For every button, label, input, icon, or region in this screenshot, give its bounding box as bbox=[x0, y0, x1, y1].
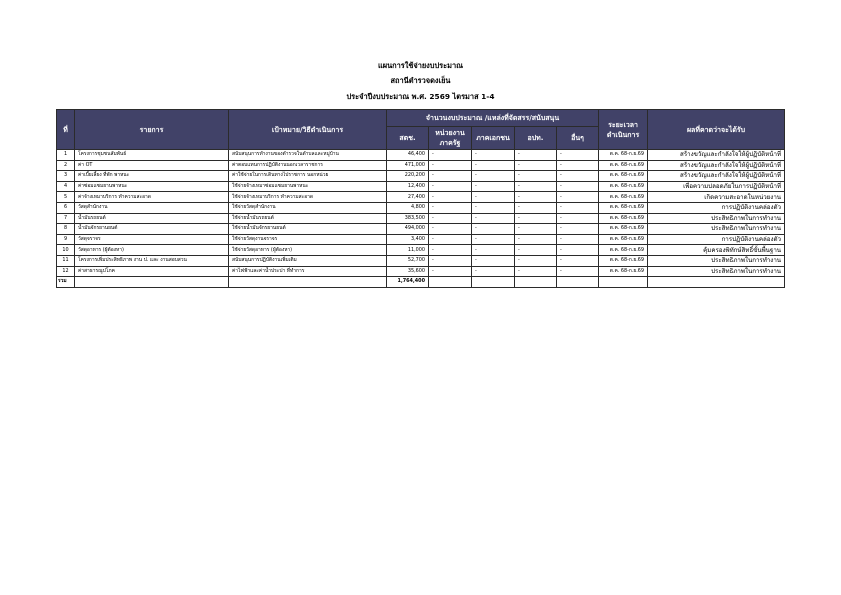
row-other: - bbox=[557, 160, 599, 171]
row-item: วัสดุอาหาร (ผู้ต้องหา) bbox=[75, 245, 229, 256]
table-row bbox=[57, 255, 785, 266]
table-row bbox=[57, 266, 785, 277]
row-target: ใช้จ่ายน้ำมันรถยนต์ bbox=[229, 213, 387, 224]
header-police: สตช. bbox=[387, 127, 429, 150]
row-police-amount: 12,400 bbox=[387, 181, 429, 192]
row-private: - bbox=[472, 181, 515, 192]
row-result: การปฏิบัติงานคล่องตัว bbox=[648, 234, 785, 245]
row-other: - bbox=[557, 255, 599, 266]
fiscal-year-heading: ประจำปีงบประมาณ พ.ศ. 2569 ไตรมาส 1-4 bbox=[346, 92, 495, 101]
row-target: สนับสนุนการทำงานของตำรวจในตำบลและหมู่บ้าน bbox=[229, 150, 387, 161]
row-other: - bbox=[557, 150, 599, 161]
row-period: ต.ค. 68-ก.ย.69 bbox=[599, 160, 648, 171]
row-item: วัสดุจราจร bbox=[75, 234, 229, 245]
row-lao: - bbox=[515, 245, 557, 256]
row-period: ต.ค. 68-ก.ย.69 bbox=[599, 213, 648, 224]
row-no: 10 bbox=[57, 245, 75, 256]
row-result: ประสิทธิภาพในการทำงาน bbox=[648, 213, 785, 224]
row-gov: - bbox=[429, 255, 472, 266]
row-private: - bbox=[472, 245, 515, 256]
header-period: ระยะเวลาดำเนินการ bbox=[599, 110, 648, 150]
row-item: น้ำมันรถยนต์ bbox=[75, 213, 229, 224]
row-gov: - bbox=[429, 192, 472, 203]
row-target: ค่าไฟฟ้าและค่าน้ำประปา ที่ทำการ bbox=[229, 266, 387, 277]
row-other: - bbox=[557, 192, 599, 203]
row-gov: - bbox=[429, 266, 472, 277]
row-private: - bbox=[472, 213, 515, 224]
row-period: ต.ค. 68-ก.ย.69 bbox=[599, 224, 648, 235]
total-empty-cell bbox=[229, 277, 387, 288]
table-row bbox=[57, 150, 785, 161]
row-period: ต.ค. 68-ก.ย.69 bbox=[599, 245, 648, 256]
row-target: ใช้จ่ายจ้างเหมาบริการ ทำความสะอาด bbox=[229, 192, 387, 203]
row-target: สนับสนุนการปฏิบัติงานเพิ่มเติม bbox=[229, 255, 387, 266]
row-item: น้ำมันจักรยานยนต์ bbox=[75, 224, 229, 235]
row-result: เพื่อความปลอดภัยในการปฏิบัติหน้าที่ bbox=[648, 181, 785, 192]
row-private: - bbox=[472, 255, 515, 266]
row-item: ค่า OT bbox=[75, 160, 229, 171]
row-other: - bbox=[557, 234, 599, 245]
total-empty-cell bbox=[648, 277, 785, 288]
row-result: สร้างขวัญและกำลังใจให้ผู้ปฏิบัติหน้าที่ bbox=[648, 160, 785, 171]
total-empty-cell bbox=[557, 277, 599, 288]
table-body bbox=[57, 150, 785, 288]
row-result: เกิดความสะอาดในหน่วยงาน bbox=[648, 192, 785, 203]
row-private: - bbox=[472, 192, 515, 203]
row-gov: - bbox=[429, 234, 472, 245]
row-police-amount: 52,700 bbox=[387, 255, 429, 266]
row-item: โครงการเพิ่มประสิทธิภาพ งาน ป. และ งานสอบสวน bbox=[75, 255, 229, 266]
header-lao: อปท. bbox=[515, 127, 557, 150]
row-police-amount: 27,400 bbox=[387, 192, 429, 203]
header-budget-group: จำนวนงบประมาณ /แหล่งที่จัดสรร/สนับสนุน bbox=[387, 110, 599, 127]
row-gov: - bbox=[429, 224, 472, 235]
row-no: 1 bbox=[57, 150, 75, 161]
row-police-amount: 11,000 bbox=[387, 245, 429, 256]
row-gov: - bbox=[429, 150, 472, 161]
row-result: ประสิทธิภาพในการทำงาน bbox=[648, 255, 785, 266]
total-empty-cell bbox=[472, 277, 515, 288]
row-result: การปฏิบัติงานคล่องตัว bbox=[648, 202, 785, 213]
row-other: - bbox=[557, 181, 599, 192]
header-item: รายการ bbox=[75, 110, 229, 150]
row-item: โครงการชุมชนสัมพันธ์ bbox=[75, 150, 229, 161]
row-gov: - bbox=[429, 202, 472, 213]
row-no: 7 bbox=[57, 213, 75, 224]
header-private: ภาคเอกชน bbox=[472, 127, 515, 150]
row-period: ต.ค. 68-ก.ย.69 bbox=[599, 202, 648, 213]
row-police-amount: 220,200 bbox=[387, 171, 429, 182]
row-period: ต.ค. 68-ก.ย.69 bbox=[599, 234, 648, 245]
row-result: ประสิทธิภาพในการทำงาน bbox=[648, 266, 785, 277]
row-police-amount: 35,600 bbox=[387, 266, 429, 277]
row-result: คุ้มครองพิทักษ์สิทธิ์ขั้นพื้นฐาน bbox=[648, 245, 785, 256]
row-no: 9 bbox=[57, 234, 75, 245]
row-lao: - bbox=[515, 160, 557, 171]
row-lao: - bbox=[515, 266, 557, 277]
row-other: - bbox=[557, 224, 599, 235]
row-private: - bbox=[472, 266, 515, 277]
table-row bbox=[57, 202, 785, 213]
row-period: ต.ค. 68-ก.ย.69 bbox=[599, 255, 648, 266]
total-empty-cell bbox=[515, 277, 557, 288]
header-row-top bbox=[57, 110, 785, 127]
row-no: 4 bbox=[57, 181, 75, 192]
row-lao: - bbox=[515, 255, 557, 266]
row-police-amount: 3,400 bbox=[387, 234, 429, 245]
table-row bbox=[57, 181, 785, 192]
row-gov: - bbox=[429, 213, 472, 224]
row-lao: - bbox=[515, 181, 557, 192]
row-target: ใช้จ่ายน้ำมันจักรยานยนต์ bbox=[229, 224, 387, 235]
row-target: ค่าใช้จ่ายในการเดินทางไปราชการ นอกหน่วย bbox=[229, 171, 387, 182]
row-other: - bbox=[557, 245, 599, 256]
row-no: 2 bbox=[57, 160, 75, 171]
row-lao: - bbox=[515, 202, 557, 213]
row-target: ใช้จ่ายจ้างเหมาซ่อมแซมยานพาหนะ bbox=[229, 181, 387, 192]
row-private: - bbox=[472, 160, 515, 171]
table-row bbox=[57, 160, 785, 171]
row-police-amount: 471,000 bbox=[387, 160, 429, 171]
header-target: เป้าหมาย/วิธีดำเนินการ bbox=[229, 110, 387, 150]
row-no: 11 bbox=[57, 255, 75, 266]
row-lao: - bbox=[515, 234, 557, 245]
table-row bbox=[57, 224, 785, 235]
row-gov: - bbox=[429, 181, 472, 192]
row-item: วัสดุสำนักงาน bbox=[75, 202, 229, 213]
row-item: ค่าจ้างเหมาบริการ ทำความสะอาด bbox=[75, 192, 229, 203]
budget-plan-table bbox=[56, 109, 785, 288]
total-row bbox=[57, 277, 785, 288]
total-empty-cell bbox=[599, 277, 648, 288]
row-gov: - bbox=[429, 245, 472, 256]
row-police-amount: 4,800 bbox=[387, 202, 429, 213]
row-other: - bbox=[557, 266, 599, 277]
row-private: - bbox=[472, 224, 515, 235]
header-other: อื่นๆ bbox=[557, 127, 599, 150]
station-name: สถานีตำรวจดงเย็น bbox=[390, 76, 451, 85]
total-police-amount: 1,764,400 bbox=[387, 277, 429, 288]
row-result: สร้างขวัญและกำลังใจให้ผู้ปฏิบัติหน้าที่ bbox=[648, 171, 785, 182]
row-police-amount: 494,000 bbox=[387, 224, 429, 235]
row-target: ใช้จ่ายวัสดุงานจราจร bbox=[229, 234, 387, 245]
row-period: ต.ค. 68-ก.ย.69 bbox=[599, 266, 648, 277]
row-gov: - bbox=[429, 171, 472, 182]
row-police-amount: 383,500 bbox=[387, 213, 429, 224]
row-private: - bbox=[472, 150, 515, 161]
row-no: 8 bbox=[57, 224, 75, 235]
header-result: ผลที่คาดว่าจะได้รับ bbox=[648, 110, 785, 150]
row-no: 3 bbox=[57, 171, 75, 182]
row-target: ค่าตอบแทนการปฏิบัติงานนอกเวลาราชการ bbox=[229, 160, 387, 171]
row-period: ต.ค. 68-ก.ย.69 bbox=[599, 181, 648, 192]
row-target: ใช้จ่ายวัสดุอาหาร (ผู้ต้องหา) bbox=[229, 245, 387, 256]
total-label: รวม bbox=[57, 277, 75, 288]
row-lao: - bbox=[515, 213, 557, 224]
table-row bbox=[57, 234, 785, 245]
row-period: ต.ค. 68-ก.ย.69 bbox=[599, 192, 648, 203]
row-lao: - bbox=[515, 150, 557, 161]
row-result: ประสิทธิภาพในการทำงาน bbox=[648, 224, 785, 235]
row-private: - bbox=[472, 171, 515, 182]
header-gov: หน่วยงานภาครัฐ bbox=[429, 127, 472, 150]
row-gov: - bbox=[429, 160, 472, 171]
row-lao: - bbox=[515, 224, 557, 235]
table-row bbox=[57, 171, 785, 182]
row-item: ค่าเบี้ยเลี้ยง ที่พัก พาหนะ bbox=[75, 171, 229, 182]
row-other: - bbox=[557, 171, 599, 182]
total-empty-cell bbox=[75, 277, 229, 288]
table-row bbox=[57, 192, 785, 203]
table-row bbox=[57, 245, 785, 256]
row-police-amount: 46,400 bbox=[387, 150, 429, 161]
header-no: ที่ bbox=[57, 110, 75, 150]
table-row bbox=[57, 213, 785, 224]
row-period: ต.ค. 68-ก.ย.69 bbox=[599, 150, 648, 161]
row-no: 6 bbox=[57, 202, 75, 213]
row-no: 12 bbox=[57, 266, 75, 277]
row-lao: - bbox=[515, 192, 557, 203]
row-private: - bbox=[472, 202, 515, 213]
row-item: ค่าซ่อมแซมยานพาหนะ bbox=[75, 181, 229, 192]
row-target: ใช้จ่ายวัสดุสำนักงาน bbox=[229, 202, 387, 213]
row-item: ค่าสาธารณูปโภค bbox=[75, 266, 229, 277]
row-period: ต.ค. 68-ก.ย.69 bbox=[599, 171, 648, 182]
row-other: - bbox=[557, 202, 599, 213]
document-title: แผนการใช้จ่ายงบประมาณ bbox=[378, 61, 463, 70]
row-no: 5 bbox=[57, 192, 75, 203]
row-lao: - bbox=[515, 171, 557, 182]
row-result: สร้างขวัญและกำลังใจให้ผู้ปฏิบัติหน้าที่ bbox=[648, 150, 785, 161]
row-private: - bbox=[472, 234, 515, 245]
row-other: - bbox=[557, 213, 599, 224]
total-empty-cell bbox=[429, 277, 472, 288]
